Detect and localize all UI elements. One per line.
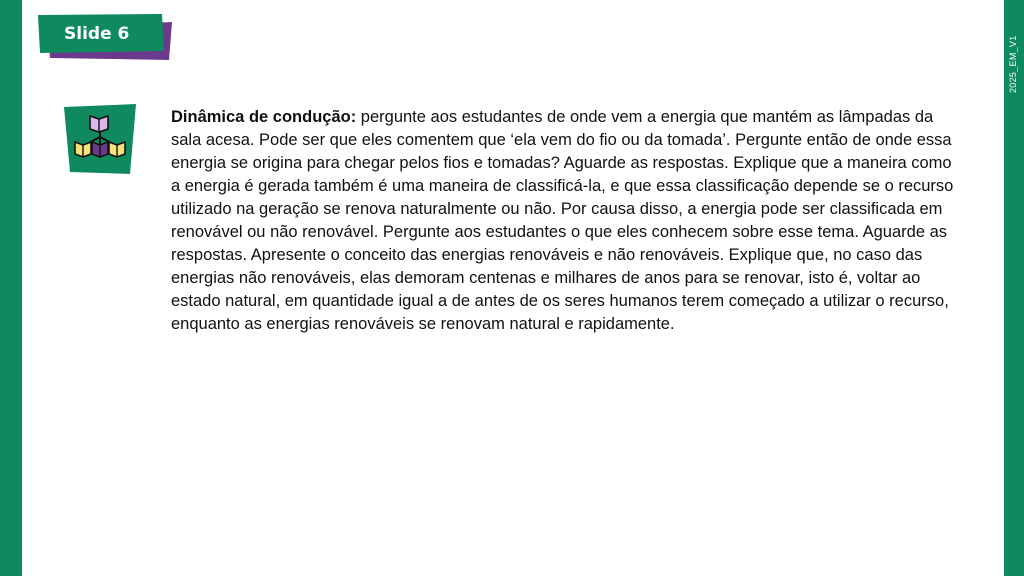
conduction-dynamics-heading: Dinâmica de condução:	[171, 108, 357, 126]
slide-number-label: Slide 6	[64, 24, 130, 44]
version-label: 2025_EM_V1	[1008, 35, 1018, 93]
left-border-bar	[0, 0, 22, 576]
conduction-dynamics-text	[171, 106, 956, 336]
slide-number-tab	[38, 14, 172, 60]
conduction-dynamics-body: pergunte aos estudantes de onde vem a energia que mantém as lâmpadas da sala acesa. Pode ser que eles comentem que ‘ela vem do fio ou da tomada’. Pergunte então de onde essa energia se origina para chegar pelos fios e tomadas? Aguarde as respostas. Explique que a maneira como a energia é gerada também é uma maneira de classificá-la, e que essa classificação depende se o recurso utilizado na geração se renova naturalmente ou não. Por causa disso, a energia pode ser classificada em renovável ou não renovável. Pergunte aos estudantes o que eles conhecem sobre esse tema. Aguarde as respostas. Apresente o conceito das energias renováveis e não renováveis. Explique que, no caso das energias não renováveis, elas demoram centenas e milhares de anos para se renovar, isto é, voltar ao estado natural, em quantidade igual a de antes de os seres humanos terem começado a utilizar o recurso, enquanto as energias renováveis se renovam natural e rapidamente.	[171, 108, 954, 333]
books-network-icon	[62, 104, 138, 176]
